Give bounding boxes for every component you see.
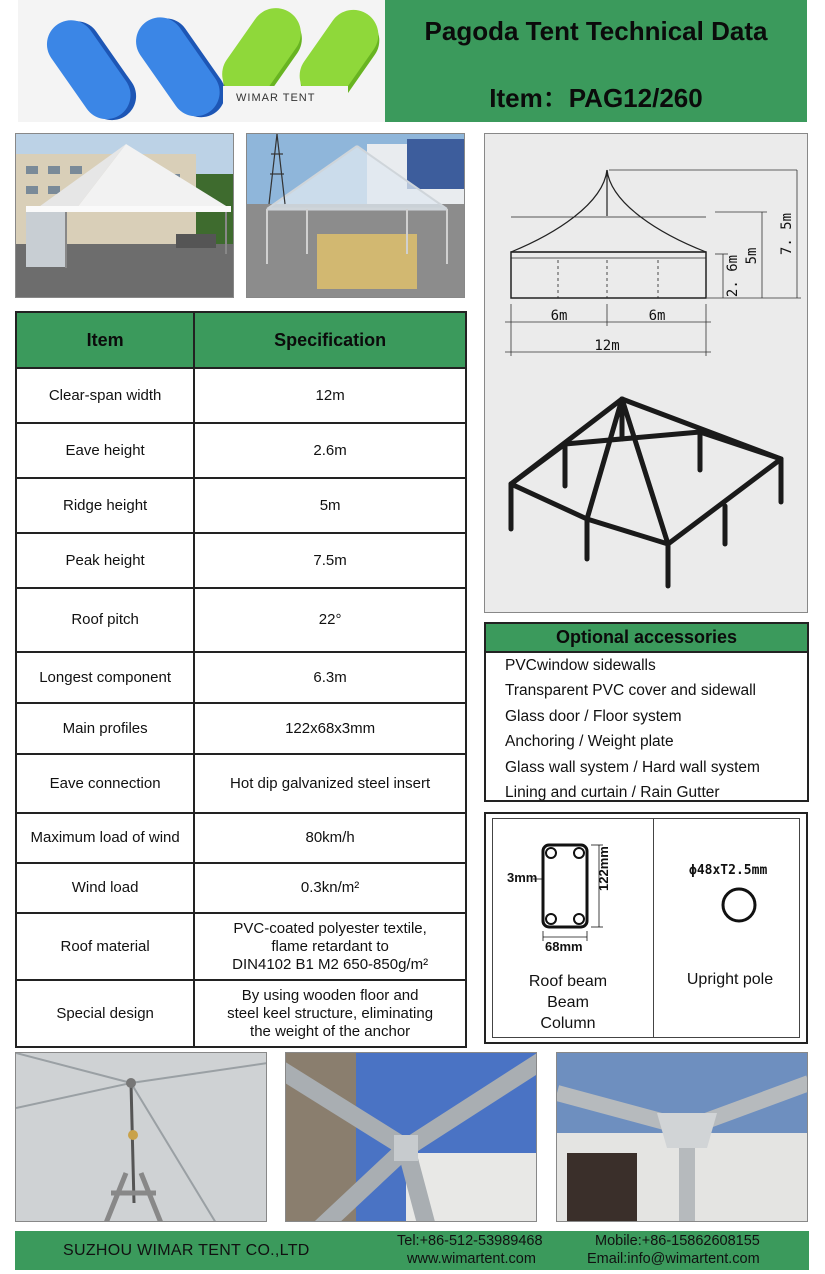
table-row <box>16 368 466 423</box>
spec-item-label: Main profiles <box>16 703 194 754</box>
table-row <box>16 423 466 478</box>
list-item: Lining and curtain / Rain Gutter <box>505 784 720 802</box>
roof-material-line-1: PVC-coated polyester textile, <box>233 919 427 937</box>
list-item: Anchoring / Weight plate <box>505 733 674 751</box>
dim-width-half-right: 6m <box>648 308 666 324</box>
title-banner <box>385 0 807 122</box>
spec-item-label: Eave connection <box>16 754 194 813</box>
item-code: Item：PAG12/260 <box>489 83 703 113</box>
table-row <box>16 913 466 980</box>
page-title: Pagoda Tent Technical Data <box>424 16 768 46</box>
beam-width-label: 68mm <box>545 939 583 954</box>
table-row <box>16 754 466 813</box>
beam-height-label: 122mm <box>596 846 611 891</box>
spec-item-value: 22° <box>194 588 466 652</box>
spec-item-value: 5m <box>194 478 466 533</box>
table-row <box>16 652 466 703</box>
spec-item-value <box>194 980 466 1047</box>
special-design-line-1: By using wooden floor and <box>241 986 419 1004</box>
roof-beam-profile-icon <box>493 819 653 959</box>
beam-thickness-label: 3mm <box>507 870 538 885</box>
spec-item-value: 0.3kn/m² <box>194 863 466 913</box>
spec-item-value: 80km/h <box>194 813 466 863</box>
tent-photo-exterior <box>15 133 234 298</box>
beam-label: Beam <box>547 994 589 1011</box>
company-name: SUZHOU WIMAR TENT CO.,LTD <box>63 1242 310 1259</box>
detail-photo-eave-joint <box>556 1052 808 1222</box>
spec-item-label: Longest component <box>16 652 194 703</box>
detail-photo-peak <box>15 1052 267 1222</box>
footer-bar <box>15 1231 809 1270</box>
table-row <box>16 478 466 533</box>
spec-item-label: Roof pitch <box>16 588 194 652</box>
spec-item-label: Peak height <box>16 533 194 588</box>
contact-tel: Tel:+86-512-53989468 <box>397 1233 543 1249</box>
spec-item-value: 2.6m <box>194 423 466 478</box>
table-row <box>16 533 466 588</box>
logo-panel <box>18 0 385 122</box>
spec-item-label: Clear-span width <box>16 368 194 423</box>
contact-mobile: Mobile:+86-15862608155 <box>595 1233 760 1249</box>
spec-item-label: Ridge height <box>16 478 194 533</box>
table-row <box>16 980 466 1047</box>
column-label: Column <box>540 1015 596 1032</box>
dim-eave-height: 2. 6m <box>725 254 741 298</box>
technical-drawing-panel <box>484 133 808 613</box>
spec-header-specification: Specification <box>194 312 466 368</box>
special-design-line-3: the weight of the anchor <box>250 1022 411 1040</box>
contact-email: Email:info@wimartent.com <box>587 1251 760 1267</box>
upright-pole-profile-icon <box>719 885 759 925</box>
spec-item-value: 6.3m <box>194 652 466 703</box>
contact-website: www.wimartent.com <box>407 1251 536 1267</box>
spec-item-value <box>194 913 466 980</box>
spec-item-label: Wind load <box>16 863 194 913</box>
detail-photo-connector <box>285 1052 537 1222</box>
spec-item-value: 122x68x3mm <box>194 703 466 754</box>
table-row <box>16 703 466 754</box>
profiles-divider <box>653 819 654 1037</box>
roof-material-line-3: DIN4102 B1 M2 650-850g/m² <box>232 955 429 973</box>
spec-item-value: Hot dip galvanized steel insert <box>194 754 466 813</box>
list-item: PVCwindow sidewalls <box>505 657 656 674</box>
accessories-title: Optional accessories <box>486 624 807 653</box>
list-item: Glass door / Floor system <box>505 707 682 725</box>
wimar-logo-icon <box>18 0 385 122</box>
profiles-panel <box>484 812 808 1044</box>
roof-material-line-2: flame retardant to <box>271 937 389 955</box>
table-row <box>16 863 466 913</box>
table-row <box>16 588 466 652</box>
list-item: Transparent PVC cover and sidewall <box>505 682 756 700</box>
spec-item-value: 7.5m <box>194 533 466 588</box>
spec-header-item: Item <box>16 312 194 368</box>
dim-peak-height: 7. 5m <box>779 212 795 256</box>
tent-frame-isometric <box>511 399 781 586</box>
tent-elevation-drawing <box>485 134 809 614</box>
spec-item-label: Special design <box>16 980 194 1047</box>
spec-item-label: Eave height <box>16 423 194 478</box>
spec-item-label: Maximum load of wind <box>16 813 194 863</box>
roof-beam-label: Roof beam <box>528 973 608 990</box>
spec-table-header-row <box>16 312 466 368</box>
upright-pole-label: Upright pole <box>686 971 774 988</box>
accessories-list <box>505 653 760 805</box>
spec-table <box>15 311 467 1048</box>
pole-spec-label: ϕ48xT2.5mm <box>689 863 768 878</box>
logo-text: WIMAR TENT <box>236 92 316 104</box>
tent-photo-transparent <box>246 133 465 298</box>
accessories-panel <box>484 622 809 802</box>
list-item: Glass wall system / Hard wall system <box>505 758 760 776</box>
special-design-line-2: steel keel structure, eliminating <box>227 1004 434 1022</box>
spec-item-value: 12m <box>194 368 466 423</box>
spec-item-label: Roof material <box>16 913 194 980</box>
dim-total-width: 12m <box>594 338 620 354</box>
dim-width-half-left: 6m <box>550 308 568 324</box>
table-row <box>16 813 466 863</box>
dim-ridge-height: 5m <box>744 247 760 265</box>
